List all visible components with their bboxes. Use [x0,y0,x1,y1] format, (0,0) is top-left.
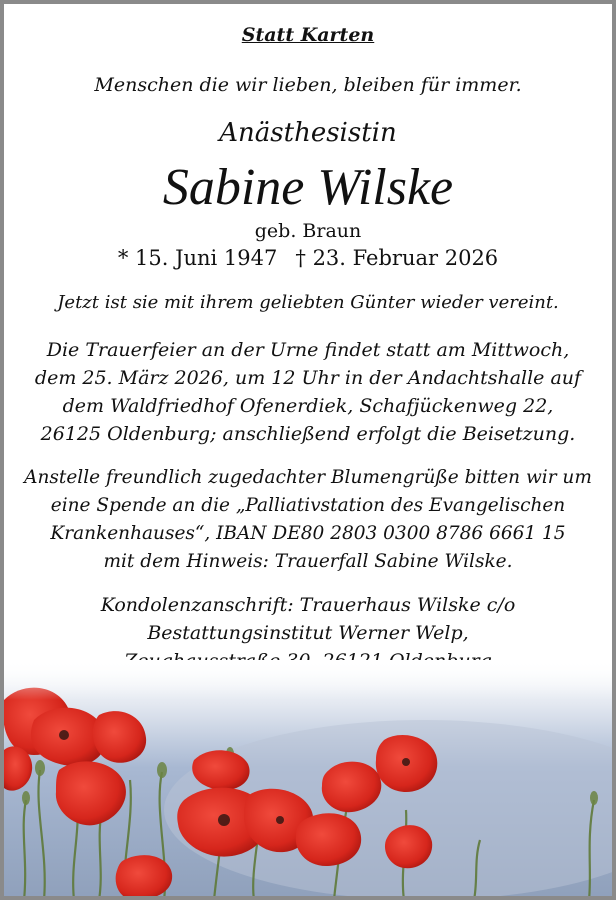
profession: Anästhesistin [219,118,397,148]
donation-line: eine Spende an die „Palliativstation des Evangelischen [50,495,566,516]
donation-line: Krankenhauses“, IBAN DE80 2803 0300 8786 6661 15 [50,523,566,544]
header-statt-karten: Statt Karten [241,24,375,46]
donation-info [4,464,612,576]
reunion-line: Jetzt ist sie mit ihrem geliebten Günter wieder vereint. [57,292,559,313]
funeral-line: Die Trauerfeier an der Urne findet statt am Mittwoch, [46,339,570,361]
deceased-name: Sabine Wilske [162,159,454,216]
maiden-name: geb. Braun [254,220,362,242]
funeral-line: dem Waldfriedhof Ofenerdiek, Schafjückenweg 22, [62,395,554,417]
funeral-info [4,336,612,448]
death-date: † 23. Februar 2026 [295,246,499,270]
donation-line: mit dem Hinweis: Trauerfall Sabine Wilske. [103,551,513,572]
condolence-line: Bestattungsinstitut Werner Welp, [147,622,469,644]
birth-date: * 15. Juni 1947 [117,246,278,270]
funeral-line: 26125 Oldenburg; anschließend erfolgt die Beisetzung. [40,423,576,445]
motto: Menschen die wir lieben, bleiben für immer. [94,74,522,96]
funeral-line: dem 25. März 2026, um 12 Uhr in der Andachtshalle auf [34,367,582,389]
poppy-field-photo [4,660,612,900]
life-dates [4,246,612,270]
condolence-line: Kondolenzanschrift: Trauerhaus Wilske c/o [100,594,516,616]
donation-line: Anstelle freundlich zugedachter Blumengrüße bitten wir um [24,467,592,488]
